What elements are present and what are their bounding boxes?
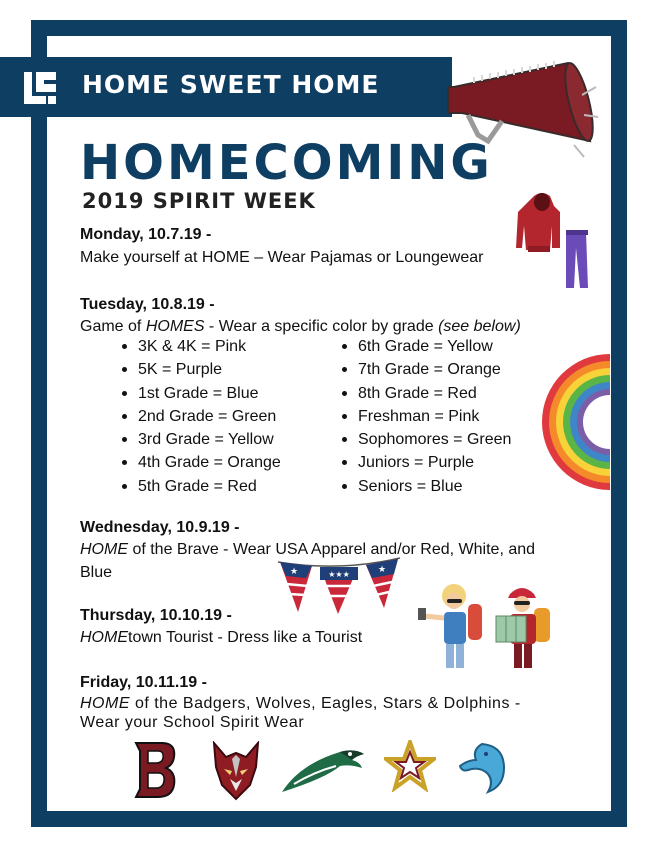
logo-icon (20, 68, 60, 108)
bunting-icon (276, 556, 402, 616)
list-item: 5K = Purple (120, 358, 281, 381)
monday-description: Make yourself at HOME – Wear Pajamas or Loungewear (80, 249, 484, 266)
svg-text:★: ★ (377, 564, 387, 574)
thursday-heading: Thursday, 10.10.19 - (80, 607, 232, 624)
friday-heading: Friday, 10.11.19 - (80, 674, 207, 691)
rainbow-icon (540, 352, 610, 492)
tuesday-description: Game of HOMES - Wear a specific color by grade (see below) (80, 318, 521, 335)
banner-title: HOME SWEET HOME (82, 70, 380, 99)
star-logo-icon (384, 740, 436, 792)
tourists-icon (414, 582, 558, 670)
list-item: 4th Grade = Orange (120, 451, 281, 474)
svg-text:★: ★ (289, 566, 299, 576)
thursday-description: HOMEtown Tourist - Dress like a Tourist (80, 629, 363, 646)
list-item: 3rd Grade = Yellow (120, 428, 281, 451)
grades-list-right (340, 335, 511, 498)
grades-list-left (120, 335, 281, 498)
list-item: Freshman = Pink (340, 405, 511, 428)
list-item: Juniors = Purple (340, 451, 511, 474)
list-item: 3K & 4K = Pink (120, 335, 281, 358)
tuesday-heading: Tuesday, 10.8.19 - (80, 296, 215, 313)
pajamas-icon (516, 190, 594, 290)
badger-logo-icon (134, 741, 178, 799)
list-item: 1st Grade = Blue (120, 382, 281, 405)
friday-description-line2: Wear your School Spirit Wear (80, 714, 305, 731)
list-item: 5th Grade = Red (120, 475, 281, 498)
monday-heading: Monday, 10.7.19 - (80, 226, 212, 243)
eagle-logo-icon (280, 744, 366, 794)
list-item: 8th Grade = Red (340, 382, 511, 405)
wednesday-description-line2: Blue (80, 564, 113, 581)
dolphin-logo-icon (458, 742, 508, 794)
page-title: HOMECOMING (80, 135, 493, 191)
svg-text:★★★: ★★★ (328, 570, 350, 579)
list-item: Seniors = Blue (340, 475, 511, 498)
friday-description-line1: HOME of the Badgers, Wolves, Eagles, Stars & Dolphins - (80, 695, 521, 712)
wednesday-heading: Wednesday, 10.9.19 - (80, 519, 240, 536)
wednesday-description-line1: HOME of the Brave - Wear USA Apparel and/or Red, White, and (80, 541, 536, 558)
list-item: 7th Grade = Orange (340, 358, 511, 381)
wolf-logo-icon (210, 741, 262, 801)
list-item: 6th Grade = Yellow (340, 335, 511, 358)
list-item: Sophomores = Green (340, 428, 511, 451)
list-item: 2nd Grade = Green (120, 405, 281, 428)
page-subtitle: 2019 SPIRIT WEEK (82, 189, 316, 213)
